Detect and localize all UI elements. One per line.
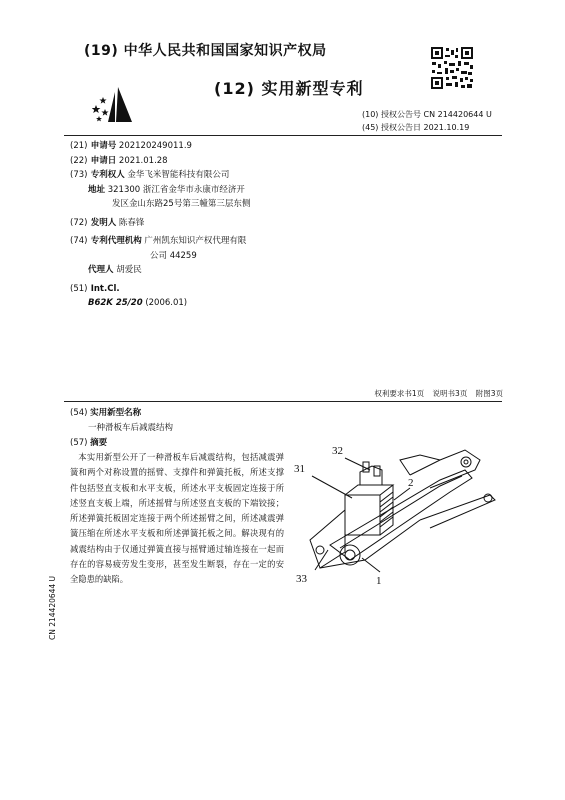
agency-row-2 <box>70 249 370 264</box>
agent-name: 胡爱民 <box>116 265 142 275</box>
field-code: (22) <box>70 155 88 166</box>
rear-pivot <box>461 457 471 467</box>
ipc-class: B62K 25/20 <box>88 298 143 308</box>
field-label: 摘要 <box>90 438 108 448</box>
part-label-32: 32 <box>332 445 343 457</box>
inventor-row <box>70 216 370 231</box>
field-label: 发明人 <box>90 217 117 228</box>
claims-pages: 权利要求书1页 <box>374 389 425 398</box>
leader-2 <box>394 488 410 500</box>
address-row-2 <box>70 197 370 212</box>
field-label: 地址 <box>88 184 106 195</box>
patent-drawing <box>290 440 500 600</box>
agency-line-2: 公司 44259 <box>150 250 197 261</box>
agent-row <box>70 263 370 278</box>
leader-31 <box>312 476 352 498</box>
description-pages: 说明书3页 <box>432 389 468 398</box>
front-hole <box>316 546 324 554</box>
document-type: (12) 实用新型专利 <box>214 79 364 98</box>
field-code: (72) <box>70 217 88 228</box>
part-label-1: 1 <box>376 575 382 587</box>
application-number: 202120249011.9 <box>118 141 192 151</box>
drawings-pages: 附图3页 <box>475 389 503 398</box>
patentee-row <box>70 168 370 183</box>
abstract-text: 本实用新型公开了一种滑板车后减震结构，包括减震弹簧和两个对称设置的摇臂、支撑件和弹簧托板，所述支撑件包括竖直支板和水平支板，所述水平支板固定连接于所述竖直支板上端，所述摇臂与所述竖直支板的下端铰接；所述弹簧托板固定连接于两个所述摇臂之间，所述减震弹簧压缩在所述水平支板和所述弹簧托板之间。解决现有的减震结构由于仅通过弹簧直接与摇臂通过轴连接在一起而存在的容易疲劳发生变形，甚至发生断裂，存在一定的安全隐患的缺陷。 <box>70 452 284 585</box>
ipc-version: (2006.01) <box>145 298 188 308</box>
application-date: 2021.01.28 <box>118 155 168 166</box>
part-label-31: 31 <box>294 463 305 475</box>
field-label: Int.Cl. <box>90 283 120 294</box>
agency-line-1: 广州凯东知识产权代理有限 <box>144 236 247 246</box>
lower-arm <box>420 495 495 528</box>
agency-row <box>70 234 370 249</box>
spring-block-top <box>345 485 393 535</box>
title-heading <box>70 406 141 418</box>
leader-32 <box>345 458 370 470</box>
publication-number: (10) 授权公告号 CN 214420644 U <box>362 110 492 119</box>
bibliographic-data <box>70 139 370 311</box>
field-label: 申请日 <box>90 155 117 166</box>
patentee-name: 金华飞米智能科技有限公司 <box>127 170 230 180</box>
lower-edge <box>320 520 420 568</box>
part-label-33: 33 <box>296 573 307 585</box>
front-pivot-inner <box>345 550 355 560</box>
header-divider <box>64 135 502 136</box>
upper-plate <box>400 455 440 475</box>
rear-bracket <box>410 450 480 488</box>
rear-pivot-hole <box>464 460 468 464</box>
publication-info <box>362 108 492 134</box>
qr-code <box>430 46 474 90</box>
side-publication-number: CN 214420644 U <box>48 575 57 640</box>
address-line-1: 321300 浙江省金华市永康市经济开 <box>107 184 245 195</box>
field-label: 专利代理机构 <box>90 236 142 246</box>
field-code: (74) <box>70 236 88 246</box>
utility-model-title: 一种滑板车后减震结构 <box>88 423 174 433</box>
field-label: 申请号 <box>90 141 117 151</box>
address-row <box>70 183 370 198</box>
abstract-heading <box>70 436 107 448</box>
field-code: (21) <box>70 141 88 151</box>
office-name: (19) 中华人民共和国国家知识产权局 <box>84 43 327 59</box>
application-date-row <box>70 154 370 169</box>
leader-1 <box>362 558 380 572</box>
pages-divider <box>64 401 502 402</box>
field-code: (51) <box>70 283 88 294</box>
ipc-row <box>70 296 370 311</box>
inventor-name: 陈春锋 <box>118 217 145 228</box>
field-label: 专利权人 <box>90 170 125 180</box>
field-label: 代理人 <box>88 265 114 275</box>
field-code: (73) <box>70 170 88 180</box>
address-line-2: 发区金山东路25号第三幢第三层东侧 <box>112 199 251 209</box>
field-code: (54) <box>70 408 88 418</box>
spring-block <box>345 495 380 535</box>
application-number-row <box>70 139 370 154</box>
cnipa-logo <box>92 84 136 124</box>
part-label-2: 2 <box>408 477 414 489</box>
intcl-row <box>70 282 370 297</box>
field-code: (57) <box>70 438 88 448</box>
field-label: 实用新型名称 <box>90 408 142 418</box>
publication-date: (45) 授权公告日 2021.10.19 <box>362 123 470 132</box>
swing-arm <box>330 470 472 560</box>
page-counts <box>368 388 503 399</box>
